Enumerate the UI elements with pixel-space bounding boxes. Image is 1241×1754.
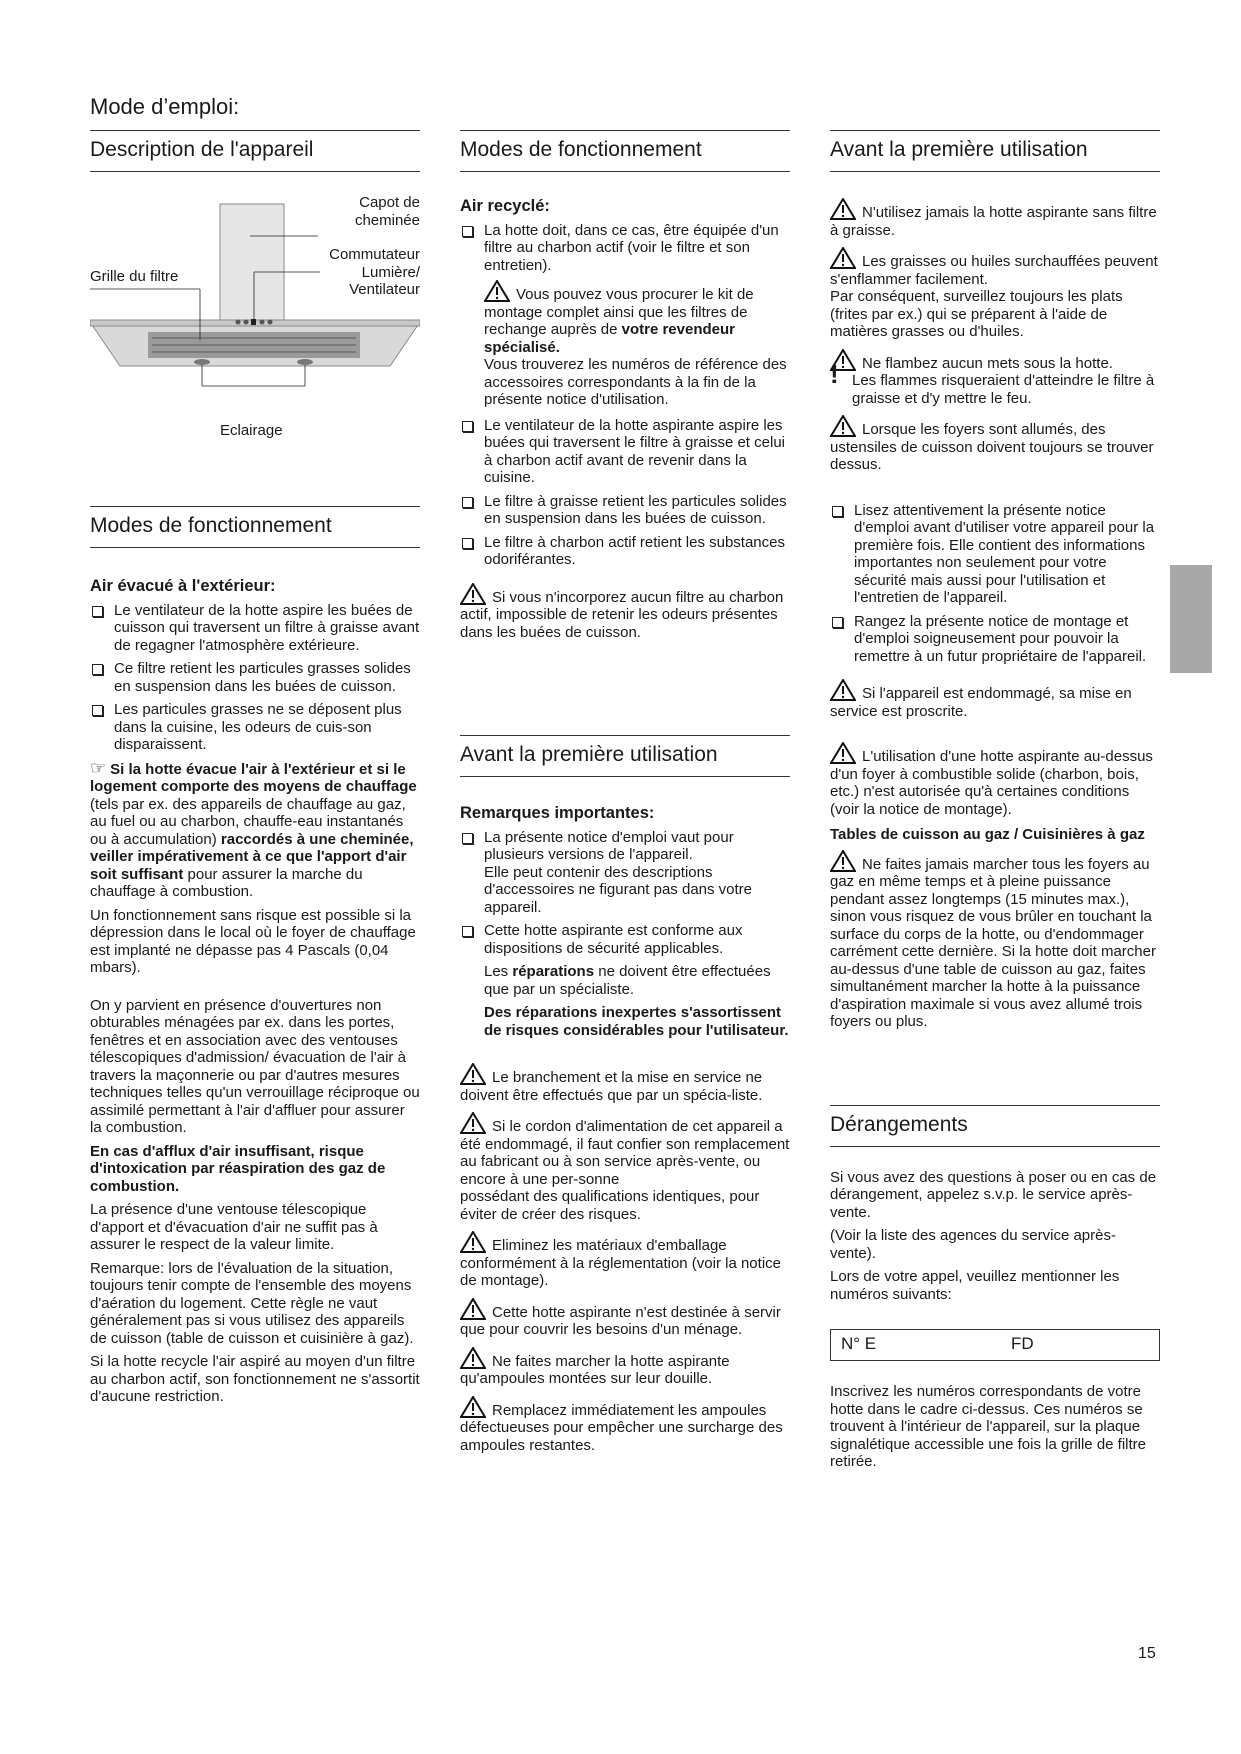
paragraph: Si vous avez des questions à poser ou en cas de dérangement, appelez s.v.p. le service après-vente. [830, 1168, 1157, 1221]
warning-icon [460, 1112, 486, 1134]
paragraph: Si la hotte recycle l'air aspiré au moyen d'un filtre au charbon actif, son fonctionnement ne s'assortit d'aucune restriction. [90, 1353, 420, 1405]
column-1 [90, 130, 420, 1412]
warning: Vous pouvez vous procurer le kit de montage complet ainsi que les filtres de rechange auprès de votre revendeur spécialisé. Vous trouverez les numéros de référence des accessoires correspondants à la fin de la présente notice d'utilisation. [460, 280, 790, 409]
grey-side-tab [1170, 565, 1212, 673]
paragraph: Inscrivez les numéros correspondants de votre hotte dans le cadre ci-dessus. Ces numéros se trouvent à l'intérieur de l'appareil, sur la plaque signalétique accessible une fois la grille de filtre retirée. [830, 1383, 1147, 1470]
list-item: Le ventilateur de la hotte aspire les buées de cuisson qui traversent un filtre à graisse avant de regagner l'atmosphère extérieure. [90, 602, 420, 655]
note-chauffage: ☞ Si la hotte évacue l'air à l'extérieur et si le logement comporte des moyens de chauffage (tels par ex. des appareils de chauffage au gaz, au fuel ou au charbon, chauffe-eau instantanés ou à accumulation) raccordés à une cheminée, veiller impérativement à ce que l'apport d'air soit suffisant pour assurer la marche du chauffage à combustion. [90, 757, 417, 900]
paragraph: (Voir la liste des agences du service après-vente). [830, 1227, 1116, 1262]
warning: Le branchement et la mise en service ne doivent être effectués que par un spécia-liste. [460, 1063, 790, 1104]
warning: Cette hotte aspirante n'est destinée à servir que pour couvrir les besoins d'un ménage. [460, 1298, 790, 1339]
section-title-modes: Modes de fonctionnement [90, 506, 420, 548]
warning: Les graisses ou huiles surchauffées peuvent s'enflammer facilement. Par conséquent, surveillez toujours les plats (frites par ex.) qui se préparent à l'aide de matières grasses ou d'huiles. [830, 247, 1160, 341]
list-item: Ce filtre retient les particules grasses solides en suspension dans les buées de cuisson. [90, 660, 420, 695]
paragraph: Lors de votre appel, veuillez mentionner les numéros suivants: [830, 1268, 1120, 1303]
warning-icon [830, 198, 856, 220]
list-item: Cette hotte aspirante est conforme aux dispositions de sécurité applicables. [460, 922, 790, 957]
warning: N'utilisez jamais la hotte aspirante sans filtre à graisse. [830, 198, 1160, 239]
paragraph: Elle peut contenir des descriptions d'accessoires ne figurant pas dans votre appareil. [484, 863, 753, 916]
hood-illustration [90, 194, 420, 459]
warning-icon [830, 742, 856, 764]
list-item: Le filtre à graisse retient les particules solides en suspension dans les buées de cuisson. [460, 493, 790, 528]
serial-number-box [830, 1329, 1160, 1361]
warning: Si vous n'incorporez aucun filtre au charbon actif, impossible de retenir les odeurs présentes dans les buées de cuisson. [460, 583, 790, 642]
section-title-modes: Modes de fonctionnement [460, 130, 790, 172]
warning-icon [460, 1231, 486, 1253]
label-eclairage: Eclairage [220, 422, 283, 439]
column-2 [460, 130, 790, 1462]
list-item: La hotte doit, dans ce cas, être équipée d'un filtre au charbon actif (voir le filtre et son entretien). [460, 222, 790, 275]
label-capot: Capot de cheminée [354, 194, 420, 229]
paragraph: La présence d'une ventouse télescopique d'apport et d'évacuation d'air ne suffit pas à assurer le respect de la valeur limite. [90, 1201, 378, 1253]
paragraph-bold: En cas d'afflux d'air insuffisant, risque d'intoxication par réaspiration des gaz de combustion. [90, 1142, 386, 1195]
warning: Ne faites jamais marcher tous les foyers au gaz en même temps et à pleine puissance pendant assez longtemps (15 minutes max.), sinon vous risquez de vous brûler en touchant la surface du corps de la hotte, ou d'endommager carrément cette dernière. Si la hotte doit marcher au-dessus d'une table de cuisson au gaz, faites simultanément marcher la hotte à la puissance d'aspiration maximale si vous avez allumé trois foyers ou plus. [830, 850, 1160, 1031]
section-title-derangements: Dérangements [830, 1105, 1160, 1147]
warning: Ne faites marcher la hotte aspirante qu'ampoules montées sur leur douille. [460, 1347, 790, 1388]
list-item: Rangez la présente notice de montage et d'emploi soigneusement pour pouvoir la remettre à un futur propriétaire de l'appareil. [830, 613, 1160, 666]
warning-icon [830, 679, 856, 701]
warning-icon [460, 583, 486, 605]
label-commutateur: Commutateur Lumière/ Ventilateur [329, 246, 420, 298]
warning-icon [460, 1396, 486, 1418]
page-title: Mode d’emploi: [90, 94, 240, 119]
subheading-gaz: Tables de cuisson au gaz / Cuisinières à gaz [830, 826, 1145, 843]
list-item: Les particules grasses ne se déposent plus dans la cuisine, les odeurs de cuis-son disparaissent. [90, 701, 420, 754]
column-3 [830, 130, 1160, 1477]
subheading-air-evacue: Air évacué à l'extérieur: [90, 577, 276, 595]
pointing-hand-icon: ☞ [90, 757, 107, 778]
hood-diagram [90, 194, 420, 459]
page-number: 15 [1138, 1645, 1156, 1662]
warning: Remplacez immédiatement les ampoules défectueuses pour empêcher une surcharge des ampoules restantes. [460, 1396, 790, 1455]
exclamation-icon: ! [830, 359, 839, 389]
warning: L'utilisation d'une hotte aspirante au-dessus d'un foyer à combustible solide (charbon, bois, etc.) n'est autorisée qu'à certaines conditions (voir la notice de montage). [830, 742, 1160, 818]
subheading-remarques: Remarques importantes: [460, 804, 655, 822]
warning: Eliminez les matériaux d'emballage conformément à la réglementation (voir la notice de montage). [460, 1231, 790, 1290]
list-item: Le filtre à charbon actif retient les substances odoriférantes. [460, 534, 790, 569]
section-title-description: Description de l'appareil [90, 130, 420, 172]
list-item: Le ventilateur de la hotte aspirante aspire les buées qui traversent le filtre à graisse et celui à charbon actif avant de revenir dans la cuisine. [460, 417, 790, 487]
warning: Lorsque les foyers sont allumés, des ustensiles de cuisson doivent toujours se trouver dessus. [830, 415, 1160, 474]
warning-icon [460, 1063, 486, 1085]
label-numero-e: N° E [841, 1334, 877, 1353]
warning: Ne flambez aucun mets sous la hotte. ! Les flammes risqueraient d'atteindre le filtre à graisse et d'y mettre le feu. [830, 349, 1160, 408]
warning-icon [830, 247, 856, 269]
paragraph-bold: Des réparations inexpertes s'assortissent de risques considérables pour l'utilisateur. [484, 1004, 789, 1039]
paragraph: Un fonctionnement sans risque est possible si la dépression dans le local où le foyer de chauffage est implanté ne dépasse pas 4 Pascals (0,04 mbars). [90, 906, 416, 976]
warning: Si le cordon d'alimentation de cet appareil a été endommagé, il faut confier son remplacement au fabricant ou à son service après-vente, ou encore à une per-sonne possédant des qualifications identiques, pour éviter de créer des risques. [460, 1112, 790, 1223]
section-title-avant: Avant la première utilisation [830, 130, 1160, 172]
warning-icon [460, 1347, 486, 1369]
warning-icon [830, 415, 856, 437]
warning-icon [484, 280, 510, 302]
list-item: La présente notice d'emploi vaut pour plusieurs versions de l'appareil. [460, 829, 790, 864]
subheading-air-recycle: Air recyclé: [460, 197, 550, 215]
paragraph: Remarque: lors de l'évaluation de la situation, toujours tenir compte de l'ensemble des moyens d'aération du logement. Cette règle ne vaut généralement pas si vous utilisez des appareils de cuisson (table de cuisson et cuisinière à gaz). [90, 1259, 414, 1347]
paragraph: On y parvient en présence d'ouvertures non obturables ménagées par ex. dans les portes, fenêtres et en association avec des ventouses télescopiques d'admission/ évacuation de l'air à travers la maçonnerie ou par d'autres mesures techniques telles qu'un verrouillage réciproque ou assimilé permettant à l'air d'affluer pour assurer la combustion. [90, 996, 420, 1136]
list-item: Lisez attentivement la présente notice d'emploi avant d'utiliser votre appareil pour la première fois. Elle contient des informations importantes non seulement pour votre sécurité mais aussi pour l'utilisation et l'entretien de l'appareil. [830, 502, 1160, 607]
section-title-avant: Avant la première utilisation [460, 735, 790, 777]
warning-icon [830, 850, 856, 872]
warning-icon [460, 1298, 486, 1320]
label-grille: Grille du filtre [90, 268, 179, 285]
paragraph-reparations: Les réparations ne doivent être effectuées que par un spécialiste. [484, 963, 771, 998]
warning: Si l'appareil est endommagé, sa mise en service est proscrite. [830, 679, 1160, 720]
label-fd: FD [1011, 1334, 1034, 1353]
